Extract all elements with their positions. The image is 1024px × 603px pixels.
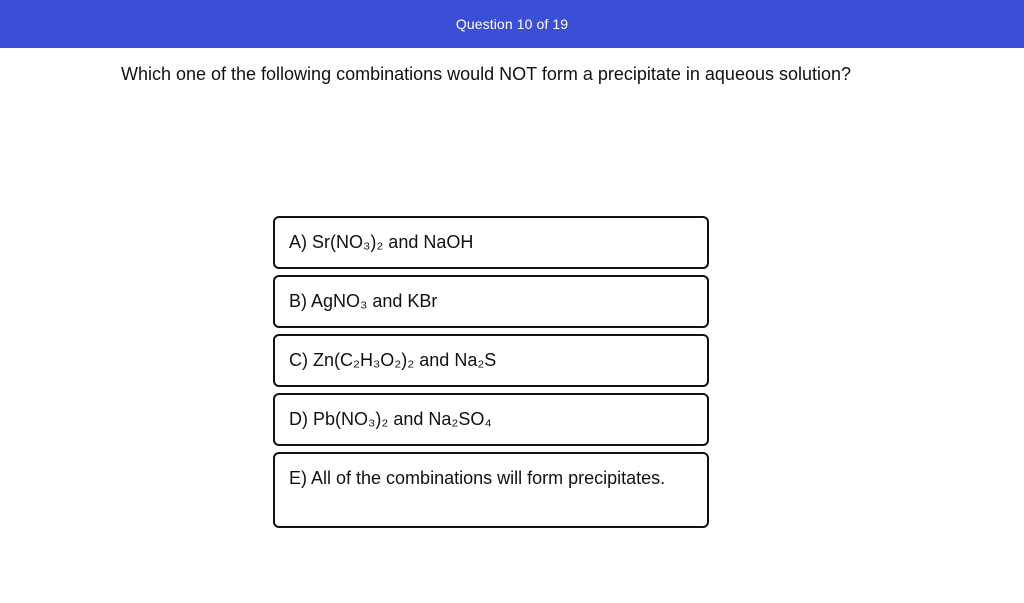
question-counter: Question 10 of 19: [455, 16, 569, 32]
option-c-button[interactable]: C) Zn(C₂H₃O₂)₂ and Na₂S: [273, 334, 709, 387]
answer-options: [273, 216, 709, 534]
option-b-button[interactable]: B) AgNO₃ and KBr: [273, 275, 709, 328]
option-e-button[interactable]: E) All of the combinations will form precipitates.: [273, 452, 709, 528]
option-a-button[interactable]: A) Sr(NO₃)₂ and NaOH: [273, 216, 709, 269]
header-bar: [0, 0, 1024, 48]
question-text: Which one of the following combinations would NOT form a precipitate in aqueous solution?: [120, 64, 852, 84]
option-d-button[interactable]: D) Pb(NO₃)₂ and Na₂SO₄: [273, 393, 709, 446]
